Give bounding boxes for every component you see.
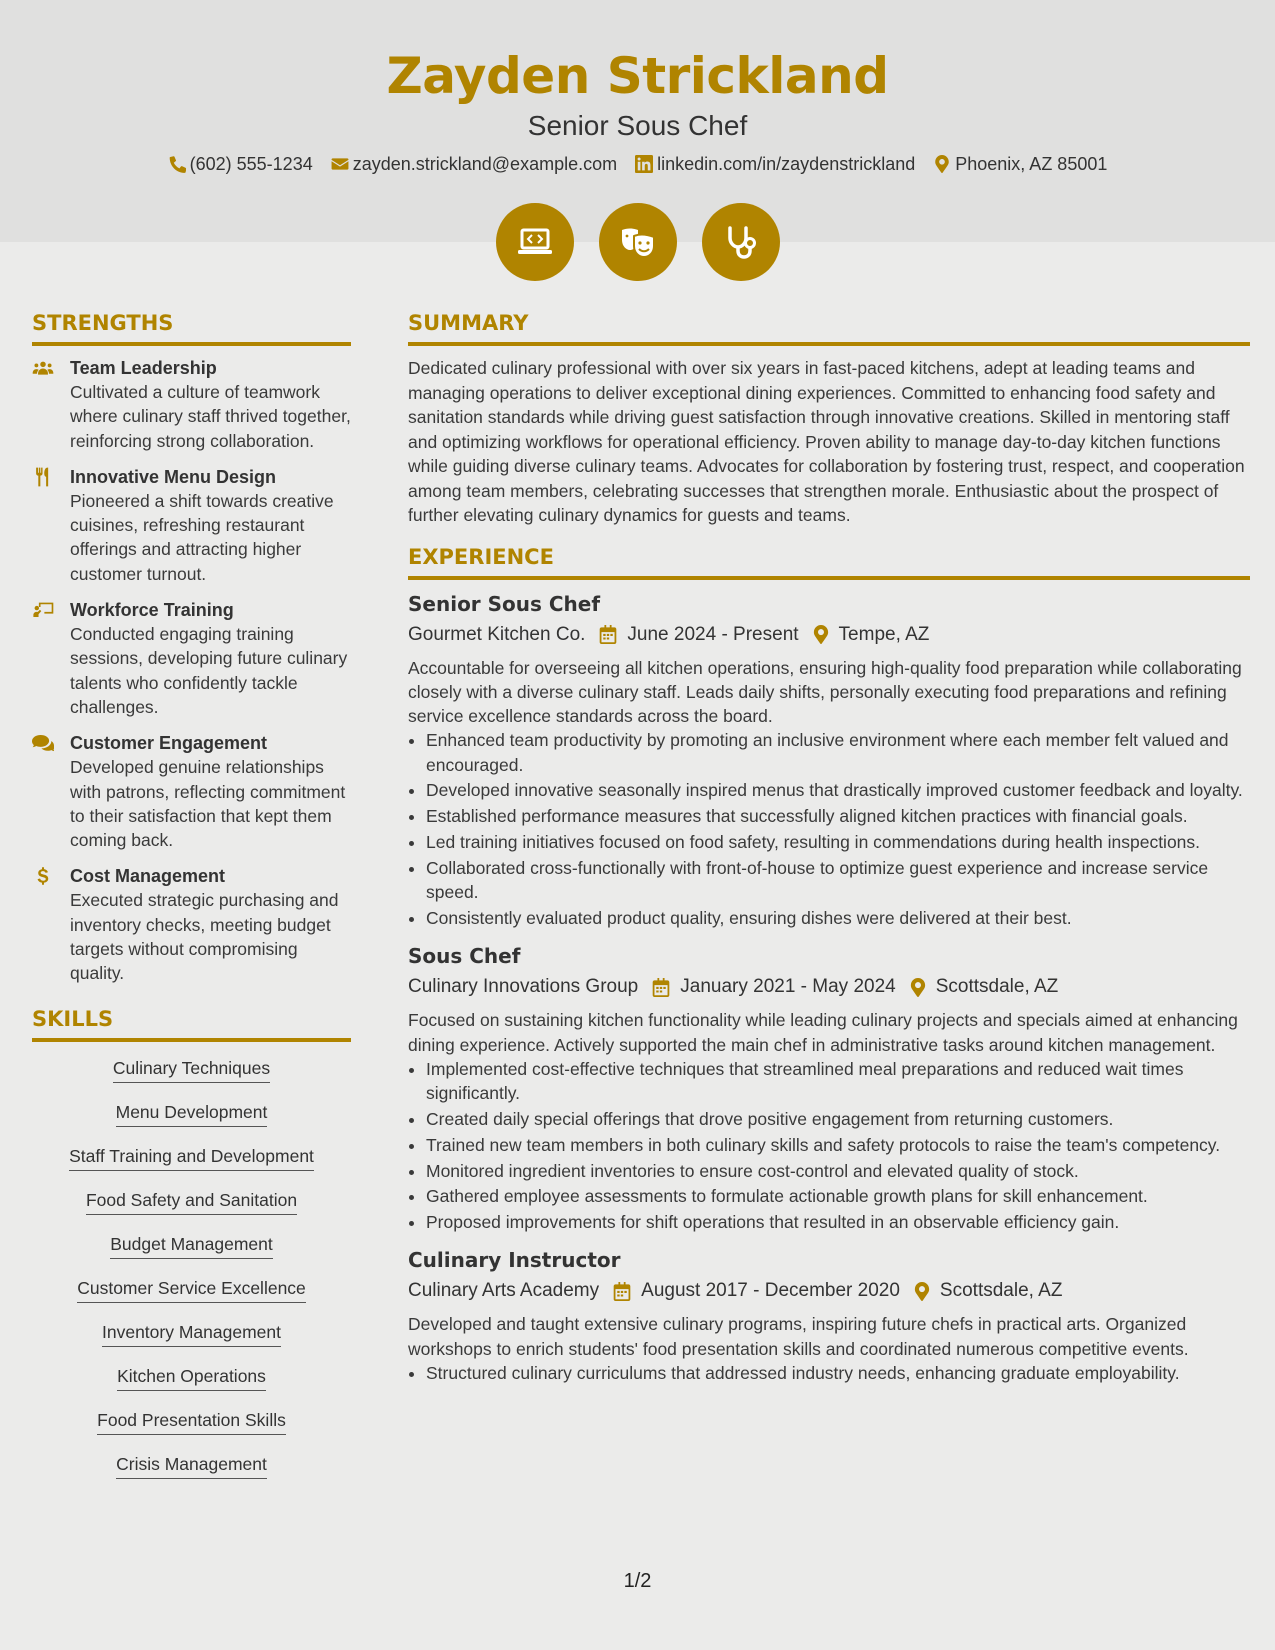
hobby-theater-masks xyxy=(599,203,677,281)
strength-item xyxy=(32,864,351,985)
job-location: Scottsdale, AZ xyxy=(935,976,1059,998)
comments-icon xyxy=(32,733,54,753)
skill-item: Budget Management xyxy=(110,1232,272,1259)
dollar-sign-icon xyxy=(32,866,54,886)
job-bullet: • Trained new team members in both culinary skills and safety protocols to raise the team's competency. xyxy=(426,1133,1250,1157)
map-marker-icon xyxy=(933,155,951,173)
job-bullet: • Developed innovative seasonally inspired menus that drastically improved customer feedback and loyalty. xyxy=(426,778,1250,802)
phone-text: (602) 555-1234 xyxy=(189,154,313,174)
job-bullet: • Gathered employee assessments to formulate actionable growth plans for skill enhancement. xyxy=(426,1184,1250,1208)
job-bullet: • Created daily special offerings that drove positive engagement from returning customers. xyxy=(426,1107,1250,1131)
hobby-icons xyxy=(0,203,1275,281)
summary-text: Dedicated culinary professional with over six years in fast-paced kitchens, adept at leading teams and managing operations to deliver exceptional dining experiences. Committed to enhancing food safety and sanitation standards while driving guest satisfaction through innovative creations. Skilled in mentoring staff and optimizing workflows for operational efficiency. Proven ability to manage day-to-day kitchen functions while guiding diverse culinary teams. Advocates for collaboration by fostering trust, respect, and cooperation among team members, celebrating successes that strengthen morale. Enthusiastic about the prospect of further elevating culinary dynamics for guests and teams. xyxy=(408,358,1245,525)
left-column xyxy=(32,310,351,1496)
skill-item: Food Safety and Sanitation xyxy=(86,1188,297,1215)
chalkboard-teacher-icon xyxy=(32,600,54,620)
contact-email[interactable] xyxy=(331,151,617,177)
strength-title: Innovative Menu Design xyxy=(70,466,277,487)
email-text: zayden.strickland@example.com xyxy=(352,154,618,174)
strength-title: Workforce Training xyxy=(70,600,234,621)
job-company: Culinary Arts Academy xyxy=(408,1280,600,1302)
right-column xyxy=(408,310,1250,1397)
strengths-heading: STRENGTHS xyxy=(32,310,351,346)
skill-item: Food Presentation Skills xyxy=(97,1408,286,1435)
job-dates: August 2017 - December 2020 xyxy=(641,1280,900,1302)
job-bullet: • Implemented cost-effective techniques that streamlined meal preparations and reduced wait times significantly. xyxy=(426,1057,1250,1106)
strength-desc: Executed strategic purchasing and inventory checks, meeting budget targets without compromising quality. xyxy=(70,890,339,984)
linkedin-text: linkedin.com/in/zaydenstrickland xyxy=(657,154,916,174)
strength-title: Customer Engagement xyxy=(70,733,268,754)
strength-item xyxy=(32,465,351,586)
strength-desc: Cultivated a culture of teamwork where culinary staff thrived together, reinforcing strong collaboration. xyxy=(70,382,351,451)
job-location: Scottsdale, AZ xyxy=(939,1280,1063,1302)
calendar-icon xyxy=(599,625,617,644)
map-marker-icon xyxy=(813,625,829,644)
job-dates: January 2021 - May 2024 xyxy=(680,976,896,998)
page-number: 1/2 xyxy=(623,1570,652,1592)
job-description: Focused on sustaining kitchen functionality while leading culinary projects and specials aimed at enhancing dining experience. Actively supported the main chef in administrative tasks around kitchen management. xyxy=(408,1010,1238,1055)
stethoscope-icon xyxy=(721,222,761,262)
location-text: Phoenix, AZ 85001 xyxy=(955,154,1108,174)
strength-desc: Developed genuine relationships with patrons, reflecting commitment to their satisfaction that kept them coming back. xyxy=(70,757,346,851)
strength-desc: Pioneered a shift towards creative cuisines, refreshing restaurant offerings and attracting higher customer turnout. xyxy=(70,490,334,584)
job-company: Gourmet Kitchen Co. xyxy=(408,623,586,645)
theater-masks-icon xyxy=(618,222,658,262)
skill-item: Kitchen Operations xyxy=(117,1364,266,1391)
job-entry xyxy=(408,1246,1250,1385)
calendar-icon xyxy=(652,978,670,997)
skill-list xyxy=(32,1052,351,1496)
map-marker-icon xyxy=(914,1282,930,1301)
candidate-name: Zayden Strickland xyxy=(386,47,889,105)
calendar-icon xyxy=(613,1282,631,1301)
skill-item: Customer Service Excellence xyxy=(77,1276,306,1303)
strength-item xyxy=(32,731,351,852)
job-bullets xyxy=(408,1057,1250,1235)
job-role: Culinary Instructor xyxy=(408,1248,621,1273)
skill-item: Inventory Management xyxy=(102,1320,281,1347)
job-description: Accountable for overseeing all kitchen operations, ensuring high-quality food preparation while collaborating closely with a diverse culinary staff. Leads daily shifts, personally executing food preparations and refining service excellence standards across the board. xyxy=(408,657,1242,727)
job-meta xyxy=(408,620,1250,650)
job-bullets xyxy=(408,1361,1250,1385)
job-meta xyxy=(408,1276,1250,1306)
job-company: Culinary Innovations Group xyxy=(408,976,639,998)
users-icon xyxy=(32,358,54,378)
job-role: Sous Chef xyxy=(408,944,521,969)
job-bullet: • Structured culinary curriculums that addressed industry needs, enhancing graduate employability. xyxy=(426,1361,1250,1385)
contact-phone xyxy=(168,151,313,177)
job-bullet: • Consistently evaluated product quality, ensuring dishes were delivered at their best. xyxy=(426,906,1250,930)
summary-heading: SUMMARY xyxy=(408,310,1250,346)
strength-item xyxy=(32,598,351,719)
job-bullet: • Established performance measures that successfully aligned kitchen practices with financial goals. xyxy=(426,804,1250,828)
skill-item: Staff Training and Development xyxy=(69,1144,314,1171)
job-bullet: • Proposed improvements for shift operations that resulted in an observable efficiency gain. xyxy=(426,1210,1250,1234)
hobby-laptop-code xyxy=(496,203,574,281)
laptop-code-icon xyxy=(515,222,555,262)
job-description: Developed and taught extensive culinary programs, inspiring future chefs in practical arts. Organized workshops to enrich students' food presentation skills and coordinated numerous competitive events. xyxy=(408,1314,1189,1359)
job-role: Senior Sous Chef xyxy=(408,591,601,616)
candidate-title: Senior Sous Chef xyxy=(527,110,748,141)
hobby-stethoscope xyxy=(702,203,780,281)
job-bullets xyxy=(408,728,1250,930)
job-bullet: • Monitored ingredient inventories to ensure cost-control and elevated quality of stock. xyxy=(426,1159,1250,1183)
job-dates: June 2024 - Present xyxy=(627,623,799,645)
job-meta xyxy=(408,972,1250,1002)
job-entry xyxy=(408,942,1250,1234)
skill-item: Menu Development xyxy=(116,1100,268,1127)
job-bullet: • Led training initiatives focused on food safety, resulting in commendations during health inspections. xyxy=(426,830,1250,854)
job-location: Tempe, AZ xyxy=(838,623,930,645)
contact-bar xyxy=(0,151,1275,177)
job-entry xyxy=(408,590,1250,931)
map-marker-icon xyxy=(910,978,926,997)
contact-linkedin[interactable] xyxy=(635,151,915,177)
strength-title: Cost Management xyxy=(70,866,226,887)
envelope-icon xyxy=(331,155,349,173)
skills-heading: SKILLS xyxy=(32,1006,351,1042)
skill-item: Culinary Techniques xyxy=(113,1056,270,1083)
experience-heading: EXPERIENCE xyxy=(408,544,1250,580)
skill-item: Crisis Management xyxy=(116,1452,267,1479)
job-bullet: • Collaborated cross-functionally with front-of-house to optimize guest experience and increase service speed. xyxy=(426,856,1250,905)
utensils-icon xyxy=(32,467,54,487)
strength-desc: Conducted engaging training sessions, developing future culinary talents who confidently tackle challenges. xyxy=(70,624,348,717)
linkedin-icon xyxy=(635,155,653,173)
strength-title: Team Leadership xyxy=(70,358,217,378)
contact-location xyxy=(933,151,1107,177)
strength-item xyxy=(32,356,351,453)
job-bullet: • Enhanced team productivity by promoting an inclusive environment where each member felt valued and encouraged. xyxy=(426,728,1250,777)
phone-icon xyxy=(168,155,186,173)
